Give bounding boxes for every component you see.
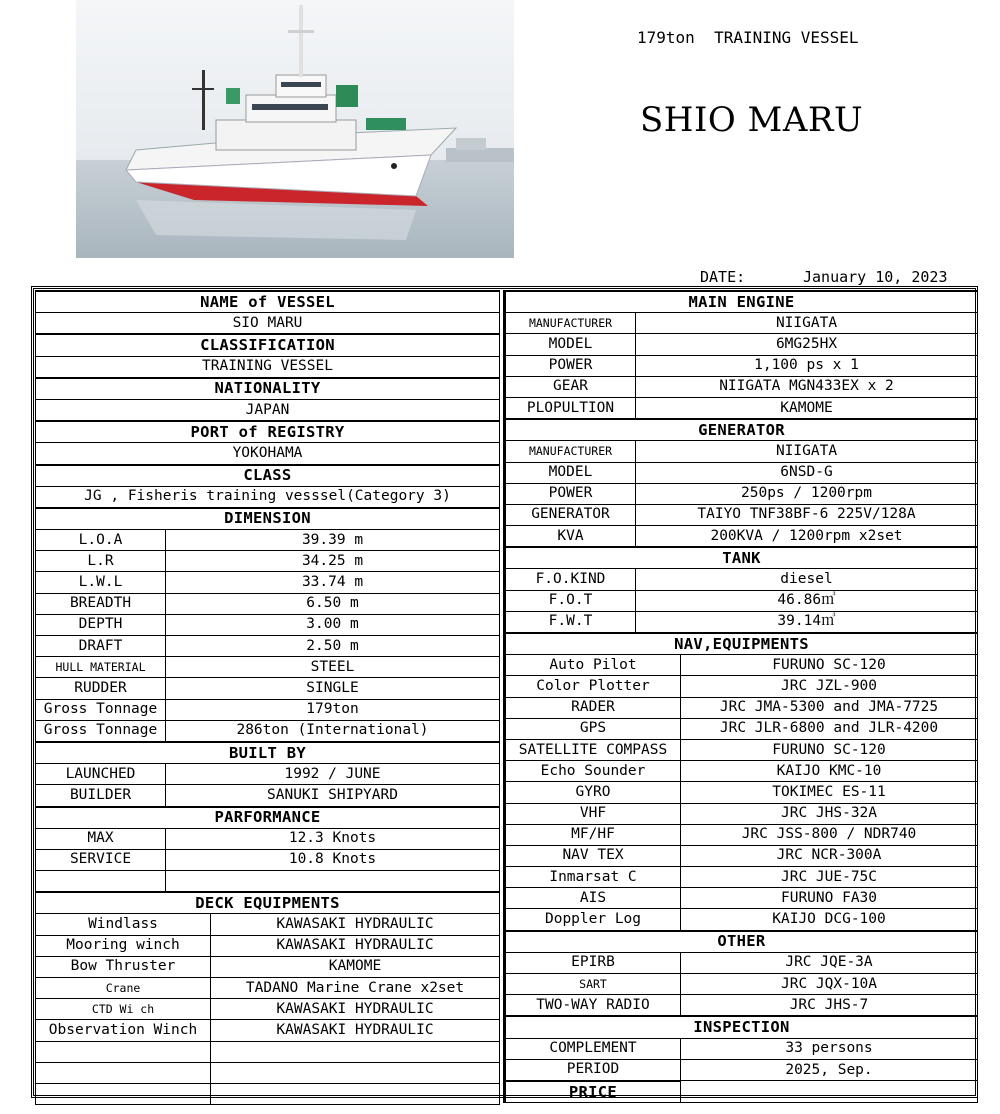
table-row	[506, 909, 978, 931]
price-label: PRICE	[506, 1081, 681, 1103]
row-label: PERIOD	[506, 1059, 681, 1081]
table-row	[36, 935, 500, 956]
table-row	[36, 956, 500, 977]
table-row	[36, 1062, 500, 1083]
row-value: 1992 / JUNE	[166, 764, 500, 785]
row-label: COMPLEMENT	[506, 1038, 681, 1059]
row-value: 179ton	[166, 699, 500, 720]
row-label: F.O.KIND	[506, 569, 636, 590]
row-value: NIIGATA	[636, 441, 978, 462]
row-label: MANUFACTURER	[506, 441, 636, 462]
row-label: POWER	[506, 483, 636, 504]
row-label: Bow Thruster	[36, 956, 211, 977]
table-row	[506, 483, 978, 504]
row-label: KVA	[506, 526, 636, 548]
row-value: JRC JUE-75C	[681, 867, 978, 888]
section-deck-equipments: DECK EQUIPMENTS	[36, 892, 500, 914]
table-row	[36, 764, 500, 785]
price-value	[681, 1081, 978, 1103]
row-value: JRC JMA-5300 and JMA-7725	[681, 697, 978, 718]
row-value: 286ton (International)	[166, 720, 500, 742]
row-label: L.O.A	[36, 530, 166, 551]
empty-cell	[166, 871, 500, 893]
left-spec-table	[35, 290, 500, 1105]
vessel-tagline: 179ton TRAINING VESSEL	[637, 28, 859, 47]
empty-cell	[36, 1041, 211, 1062]
row-label: HULL MATERIAL	[36, 657, 166, 678]
row-value: JRC NCR-300A	[681, 845, 978, 866]
row-value: 33 persons	[681, 1038, 978, 1059]
table-row	[36, 785, 500, 807]
row-label: GPS	[506, 718, 681, 739]
section-classification: CLASSIFICATION	[36, 334, 500, 356]
row-value: NIIGATA	[636, 313, 978, 334]
row-label: DEPTH	[36, 614, 166, 635]
table-row	[506, 1081, 978, 1103]
row-value: 33.74 m	[166, 572, 500, 593]
row-label: SATELLITE COMPASS	[506, 739, 681, 760]
row-value: FURUNO FA30	[681, 888, 978, 909]
spec-sheet	[31, 286, 978, 1101]
empty-cell	[36, 1062, 211, 1083]
row-value: 250ps / 1200rpm	[636, 483, 978, 504]
row-value: KAMOME	[211, 956, 500, 977]
empty-cell	[211, 1062, 500, 1083]
section-inspection: INSPECTION	[506, 1016, 978, 1038]
row-label: VHF	[506, 803, 681, 824]
table-row	[506, 611, 978, 633]
section-nav-equipments: NAV,EQUIPMENTS	[506, 633, 978, 655]
vessel-photo	[76, 0, 514, 258]
table-row	[506, 739, 978, 760]
row-value: JRC JHS-32A	[681, 803, 978, 824]
table-row	[506, 952, 978, 973]
row-label: AIS	[506, 888, 681, 909]
row-value: 39.39 m	[166, 530, 500, 551]
row-label: RADER	[506, 697, 681, 718]
right-column	[503, 290, 978, 1103]
table-row	[506, 313, 978, 334]
date-value: January 10, 2023	[803, 268, 948, 286]
section-port-of-registry: PORT of REGISTRY	[36, 421, 500, 443]
row-label: MODEL	[506, 462, 636, 483]
table-row	[506, 1038, 978, 1059]
row-label: L.W.L	[36, 572, 166, 593]
row-label: SART	[506, 974, 681, 995]
table-row	[506, 441, 978, 462]
row-label: SERVICE	[36, 849, 166, 870]
table-row	[36, 572, 500, 593]
table-row	[506, 803, 978, 824]
row-value: 2.50 m	[166, 636, 500, 657]
row-value: SANUKI SHIPYARD	[166, 785, 500, 807]
section-name-of-vessel: NAME of VESSEL	[36, 291, 500, 313]
row-value: KAIJO DCG-100	[681, 909, 978, 931]
row-value: 46.86㎥	[636, 590, 978, 611]
row-value: KAMOME	[636, 397, 978, 419]
table-row	[506, 355, 978, 376]
row-label: TWO-WAY RADIO	[506, 995, 681, 1017]
row-value: 6.50 m	[166, 593, 500, 614]
table-row	[36, 530, 500, 551]
row-value: KAWASAKI HYDRAULIC	[211, 914, 500, 935]
empty-cell	[211, 1083, 500, 1104]
table-row	[506, 462, 978, 483]
row-value: JRC JQE-3A	[681, 952, 978, 973]
row-value: 39.14㎥	[636, 611, 978, 633]
classification-value: TRAINING VESSEL	[36, 356, 500, 378]
table-row	[506, 526, 978, 548]
row-label: NAV TEX	[506, 845, 681, 866]
row-value: STEEL	[166, 657, 500, 678]
row-value: JRC JHS-7	[681, 995, 978, 1017]
table-row	[36, 593, 500, 614]
table-row	[506, 397, 978, 419]
port-value: YOKOHAMA	[36, 443, 500, 465]
row-value: JRC JZL-900	[681, 676, 978, 697]
table-row	[506, 824, 978, 845]
table-row	[36, 636, 500, 657]
row-value: 3.00 m	[166, 614, 500, 635]
row-label: BUILDER	[36, 785, 166, 807]
section-built-by: BUILT BY	[36, 742, 500, 764]
table-row	[506, 590, 978, 611]
row-label: GYRO	[506, 782, 681, 803]
row-label: GEAR	[506, 376, 636, 397]
table-row	[506, 376, 978, 397]
row-label: MODEL	[506, 334, 636, 355]
section-dimension: DIMENSION	[36, 508, 500, 530]
row-label: DRAFT	[36, 636, 166, 657]
table-row	[36, 914, 500, 935]
class-value: JG , Fisheris training vesssel(Category 3)	[36, 486, 500, 508]
section-main-engine: MAIN ENGINE	[506, 291, 978, 313]
row-label: MANUFACTURER	[506, 313, 636, 334]
table-row	[506, 655, 978, 676]
table-row	[36, 678, 500, 699]
table-row	[506, 676, 978, 697]
row-value: JRC JSS-800 / NDR740	[681, 824, 978, 845]
row-label: Gross Tonnage	[36, 699, 166, 720]
section-other: OTHER	[506, 931, 978, 953]
row-label: BREADTH	[36, 593, 166, 614]
row-value: 12.3 Knots	[166, 828, 500, 849]
row-value: diesel	[636, 569, 978, 590]
table-row	[506, 569, 978, 590]
row-value: 2025, Sep.	[681, 1059, 978, 1081]
table-row	[506, 1059, 978, 1081]
empty-cell	[211, 1041, 500, 1062]
table-row	[36, 1041, 500, 1062]
table-row	[36, 657, 500, 678]
table-row	[506, 718, 978, 739]
row-value: JRC JQX-10A	[681, 974, 978, 995]
row-label: RUDDER	[36, 678, 166, 699]
table-row	[36, 614, 500, 635]
table-row	[36, 828, 500, 849]
table-row	[506, 504, 978, 525]
row-label: Crane	[36, 978, 211, 999]
table-row	[506, 845, 978, 866]
row-value: KAIJO KMC-10	[681, 761, 978, 782]
row-label: Observation Winch	[36, 1020, 211, 1041]
row-label: LAUNCHED	[36, 764, 166, 785]
table-row	[36, 849, 500, 870]
row-value: SINGLE	[166, 678, 500, 699]
table-row	[506, 782, 978, 803]
table-row	[506, 867, 978, 888]
row-label: Auto Pilot	[506, 655, 681, 676]
vessel-title: SHIO MARU	[640, 100, 864, 140]
table-row	[506, 761, 978, 782]
empty-cell	[36, 1083, 211, 1104]
table-row	[36, 999, 500, 1020]
section-nationality: NATIONALITY	[36, 378, 500, 400]
row-value: 34.25 m	[166, 551, 500, 572]
section-generator: GENERATOR	[506, 419, 978, 441]
table-row	[36, 699, 500, 720]
row-value: KAWASAKI HYDRAULIC	[211, 1020, 500, 1041]
row-label: F.O.T	[506, 590, 636, 611]
row-label: PLOPULTION	[506, 397, 636, 419]
table-row	[36, 978, 500, 999]
row-label: Gross Tonnage	[36, 720, 166, 742]
row-label: Inmarsat C	[506, 867, 681, 888]
table-row	[506, 995, 978, 1017]
nationality-value: JAPAN	[36, 399, 500, 421]
row-value: KAWASAKI HYDRAULIC	[211, 999, 500, 1020]
date-label: DATE:	[700, 268, 746, 286]
left-column	[35, 290, 500, 1105]
table-row	[506, 697, 978, 718]
row-label: Color Plotter	[506, 676, 681, 697]
row-label: CTD Wi ch	[36, 999, 211, 1020]
row-label: Echo Sounder	[506, 761, 681, 782]
table-row	[506, 334, 978, 355]
row-value: NIIGATA MGN433EX x 2	[636, 376, 978, 397]
row-value: 1,100 ps x 1	[636, 355, 978, 376]
table-row	[36, 1083, 500, 1104]
section-tank: TANK	[506, 547, 978, 569]
section-class: CLASS	[36, 465, 500, 487]
row-value: TAIYO TNF38BF-6 225V/128A	[636, 504, 978, 525]
row-label: MAX	[36, 828, 166, 849]
vessel-name: SIO MARU	[36, 313, 500, 335]
row-value: TADANO Marine Crane x2set	[211, 978, 500, 999]
row-label: Mooring winch	[36, 935, 211, 956]
row-value: KAWASAKI HYDRAULIC	[211, 935, 500, 956]
row-label: GENERATOR	[506, 504, 636, 525]
row-value: TOKIMEC ES-11	[681, 782, 978, 803]
empty-cell	[36, 871, 166, 893]
row-label: MF/HF	[506, 824, 681, 845]
row-label: POWER	[506, 355, 636, 376]
row-value: FURUNO SC-120	[681, 739, 978, 760]
table-row	[36, 720, 500, 742]
row-value: 10.8 Knots	[166, 849, 500, 870]
row-label: Windlass	[36, 914, 211, 935]
table-row	[506, 888, 978, 909]
row-label: L.R	[36, 551, 166, 572]
row-label: Doppler Log	[506, 909, 681, 931]
right-spec-table	[505, 290, 978, 1103]
row-value: FURUNO SC-120	[681, 655, 978, 676]
row-value: JRC JLR-6800 and JLR-4200	[681, 718, 978, 739]
table-row	[36, 551, 500, 572]
table-row	[36, 1020, 500, 1041]
row-value: 200KVA / 1200rpm x2set	[636, 526, 978, 548]
section-performance: PARFORMANCE	[36, 807, 500, 829]
row-value: 6NSD-G	[636, 462, 978, 483]
row-value: 6MG25HX	[636, 334, 978, 355]
table-row	[506, 974, 978, 995]
table-row	[36, 871, 500, 893]
row-label: F.W.T	[506, 611, 636, 633]
row-label: EPIRB	[506, 952, 681, 973]
